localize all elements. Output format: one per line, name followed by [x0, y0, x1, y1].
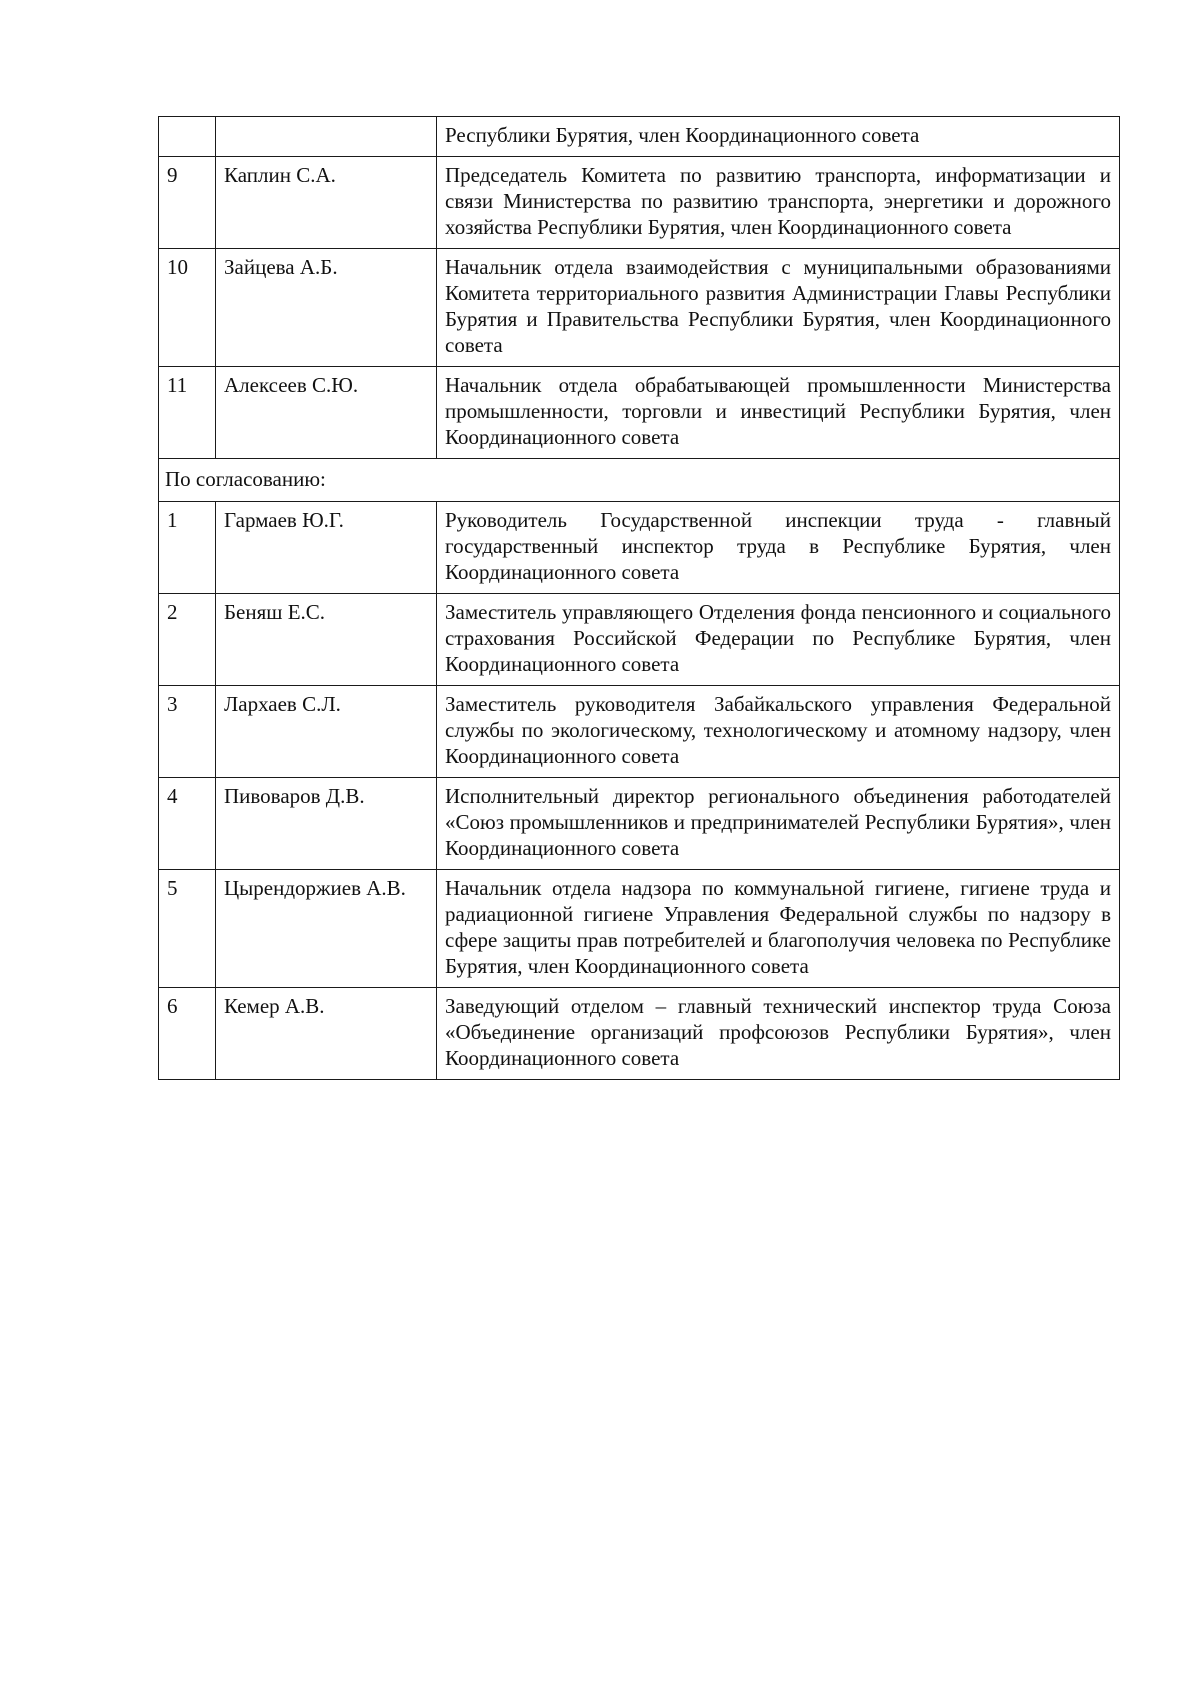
row-number: 3 [159, 686, 216, 778]
row-number: 9 [159, 157, 216, 249]
member-role: Начальник отдела взаимодействия с муниципальными образованиями Комитета территориального развития Администрации Главы Республики Бурятия и Правительства Республики Бурятия, член Координационного совета [437, 249, 1120, 367]
row-number: 2 [159, 594, 216, 686]
member-name: Гармаев Ю.Г. [216, 502, 437, 594]
row-number [159, 117, 216, 157]
table-row [159, 686, 1120, 778]
members-table [158, 116, 1120, 1080]
row-number: 11 [159, 367, 216, 459]
member-role: Председатель Комитета по развитию транспорта, информатизации и связи Министерства по развитию транспорта, энергетики и дорожного хозяйства Республики Бурятия, член Координационного совета [437, 157, 1120, 249]
member-name: Зайцева А.Б. [216, 249, 437, 367]
member-role: Начальник отдела надзора по коммунальной гигиене, гигиене труда и радиационной гигиене Управления Федеральной службы по надзору в сфере защиты прав потребителей и благополучия человека по Республике Бурятия, член Координационного совета [437, 870, 1120, 988]
member-name: Беняш Е.С. [216, 594, 437, 686]
members-table-body [159, 117, 1120, 1080]
row-number: 4 [159, 778, 216, 870]
member-role: Республики Бурятия, член Координационного совета [437, 117, 1120, 157]
section-label: По согласованию: [159, 459, 1120, 502]
row-number: 5 [159, 870, 216, 988]
table-row [159, 870, 1120, 988]
table-row [159, 988, 1120, 1080]
member-name: Алексеев С.Ю. [216, 367, 437, 459]
member-role: Начальник отдела обрабатывающей промышленности Министерства промышленности, торговли и инвестиций Республики Бурятия, член Координационного совета [437, 367, 1120, 459]
member-name: Пивоваров Д.В. [216, 778, 437, 870]
member-role: Заместитель руководителя Забайкальского управления Федеральной службы по экологическому, технологическому и атомному надзору, член Координационного совета [437, 686, 1120, 778]
member-name: Кемер А.В. [216, 988, 437, 1080]
table-row [159, 778, 1120, 870]
member-role: Исполнительный директор регионального объединения работодателей «Союз промышленников и предпринимателей Республики Бурятия», член Координационного совета [437, 778, 1120, 870]
row-number: 6 [159, 988, 216, 1080]
row-number: 10 [159, 249, 216, 367]
table-row [159, 502, 1120, 594]
table-row [159, 157, 1120, 249]
table-row [159, 594, 1120, 686]
member-role: Заместитель управляющего Отделения фонда пенсионного и социального страхования Российской Федерации по Республике Бурятия, член Координационного совета [437, 594, 1120, 686]
member-name: Каплин С.А. [216, 157, 437, 249]
section-row [159, 459, 1120, 502]
member-role: Заведующий отделом – главный технический инспектор труда Союза «Объединение организаций профсоюзов Республики Бурятия», член Координационного совета [437, 988, 1120, 1080]
member-name [216, 117, 437, 157]
table-row [159, 367, 1120, 459]
member-name: Лархаев С.Л. [216, 686, 437, 778]
table-row [159, 249, 1120, 367]
row-number: 1 [159, 502, 216, 594]
table-row-continuation [159, 117, 1120, 157]
member-name: Цырендоржиев А.В. [216, 870, 437, 988]
member-role: Руководитель Государственной инспекции труда - главный государственный инспектор труда в Республике Бурятия, член Координационного совета [437, 502, 1120, 594]
